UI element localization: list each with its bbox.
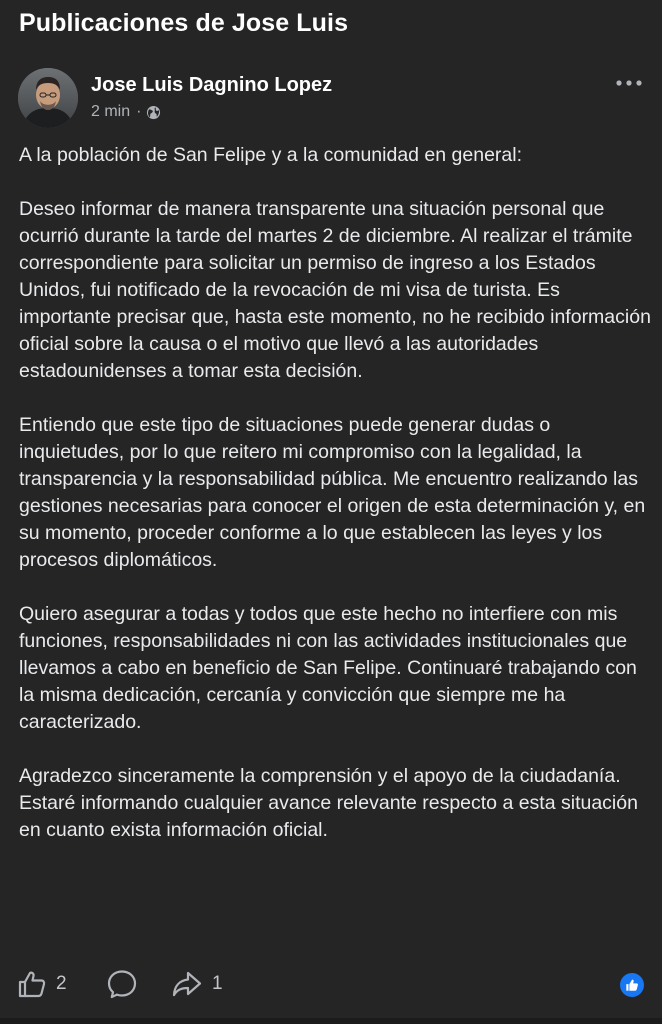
- like-reaction-icon: [625, 978, 639, 992]
- post-paragraph: Quiero asegurar a todas y todos que este hecho no interfiere con mis funciones, responsabilidades ni con las actividades institucionales que llevamos a cabo en beneficio de San Felipe. Continuaré trabajando con la misma dedicación, cercanía y convicción que siempre me ha caracterizado.: [19, 603, 637, 733]
- meta-separator: ·: [136, 103, 142, 120]
- author-name[interactable]: Jose Luis Dagnino Lopez: [91, 74, 333, 96]
- post-time[interactable]: 2 min: [91, 103, 131, 120]
- post-paragraph: Agradezco sinceramente la comprensión y el apoyo de la ciudadanía. Estaré informando cualquier avance relevante respecto a esta situación en cuanto exista información oficial.: [19, 765, 638, 841]
- post-paragraph: A la población de San Felipe y a la comunidad en general:: [19, 144, 523, 166]
- like-button[interactable]: [17, 966, 67, 1002]
- share-count: 1: [212, 973, 223, 994]
- like-count: 2: [56, 973, 67, 994]
- thumbs-up-icon: [17, 969, 47, 999]
- page-title: Publicaciones de Jose Luis: [19, 9, 349, 37]
- comment-button[interactable]: [106, 966, 138, 1002]
- bottom-divider: [0, 1018, 662, 1024]
- share-button[interactable]: [171, 966, 223, 1002]
- comment-icon: [106, 968, 138, 1000]
- post-paragraph: Deseo informar de manera transparente una situación personal que ocurrió durante la tarde del martes 2 de diciembre. Al realizar el trámite correspondiente para solicitar un permiso de ingreso a los Estados Unidos, fui notificado de la revocación de mi visa de turista. Es importante precisar que, hasta este momento, no he recibido información oficial sobre la causa o el motivo que llevó a las autoridades estadounidenses a tomar esta decisión.: [19, 198, 651, 382]
- share-icon: [171, 969, 203, 999]
- author-avatar[interactable]: [18, 68, 78, 128]
- like-reaction-badge[interactable]: [620, 973, 644, 997]
- more-options-icon: [616, 80, 642, 86]
- post-actions-bar: [0, 966, 662, 1006]
- post-text: [19, 142, 653, 871]
- avatar-photo: [18, 68, 78, 128]
- more-options-button[interactable]: [612, 70, 646, 96]
- post-paragraph: Entiendo que este tipo de situaciones puede generar dudas o inquietudes, por lo que reitero mi compromiso con la legalidad, la transparencia y la responsabilidad pública. Me encuentro realizando las gestiones necesarias para conocer el origen de esta determinación y, en su momento, proceder conforme a lo que establecen las leyes y los procesos diplomáticos.: [19, 414, 646, 571]
- globe-icon[interactable]: [146, 105, 161, 120]
- post-meta: [91, 103, 161, 121]
